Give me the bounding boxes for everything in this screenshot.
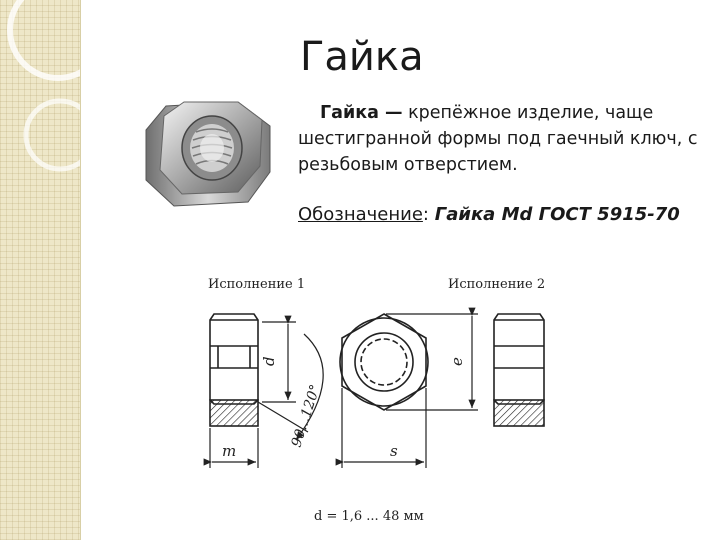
dimension-s (342, 388, 426, 468)
caption-left: Исполнение 1 (208, 277, 306, 292)
designation-line (298, 204, 680, 225)
definition-paragraph (298, 100, 698, 178)
definition-text: крепёжное изделие, чаще шестигранной формы под гаечный ключ, с резьбовым отверстием. (298, 103, 698, 175)
decorative-circles (0, 0, 80, 540)
definition-term: Гайка — (320, 103, 403, 123)
designation-label: Обозначение (298, 204, 423, 225)
dim-d-label: d (260, 356, 278, 366)
designation-separator: : (422, 204, 429, 225)
side-view-version-1 (210, 314, 258, 426)
strip-divider (80, 0, 81, 540)
dim-s-label: s (390, 442, 398, 460)
dim-m-label: m (222, 442, 237, 460)
hex-top-view (340, 314, 428, 410)
dim-angle-label: 90...120° (288, 382, 324, 450)
nut-technical-drawing (196, 262, 576, 530)
side-view-version-2 (494, 314, 544, 426)
slide-title: Гайка (300, 34, 424, 80)
caption-right: Исполнение 2 (448, 277, 546, 292)
dimension-d-angle (258, 322, 323, 440)
decorative-left-strip (0, 0, 80, 540)
range-formula: d = 1,6 ... 48 мм (314, 509, 424, 524)
designation-value: Гайка Md ГОСТ 5915-70 (434, 204, 680, 225)
nut-photo-image (138, 96, 278, 216)
dim-e-label: e (448, 357, 466, 366)
